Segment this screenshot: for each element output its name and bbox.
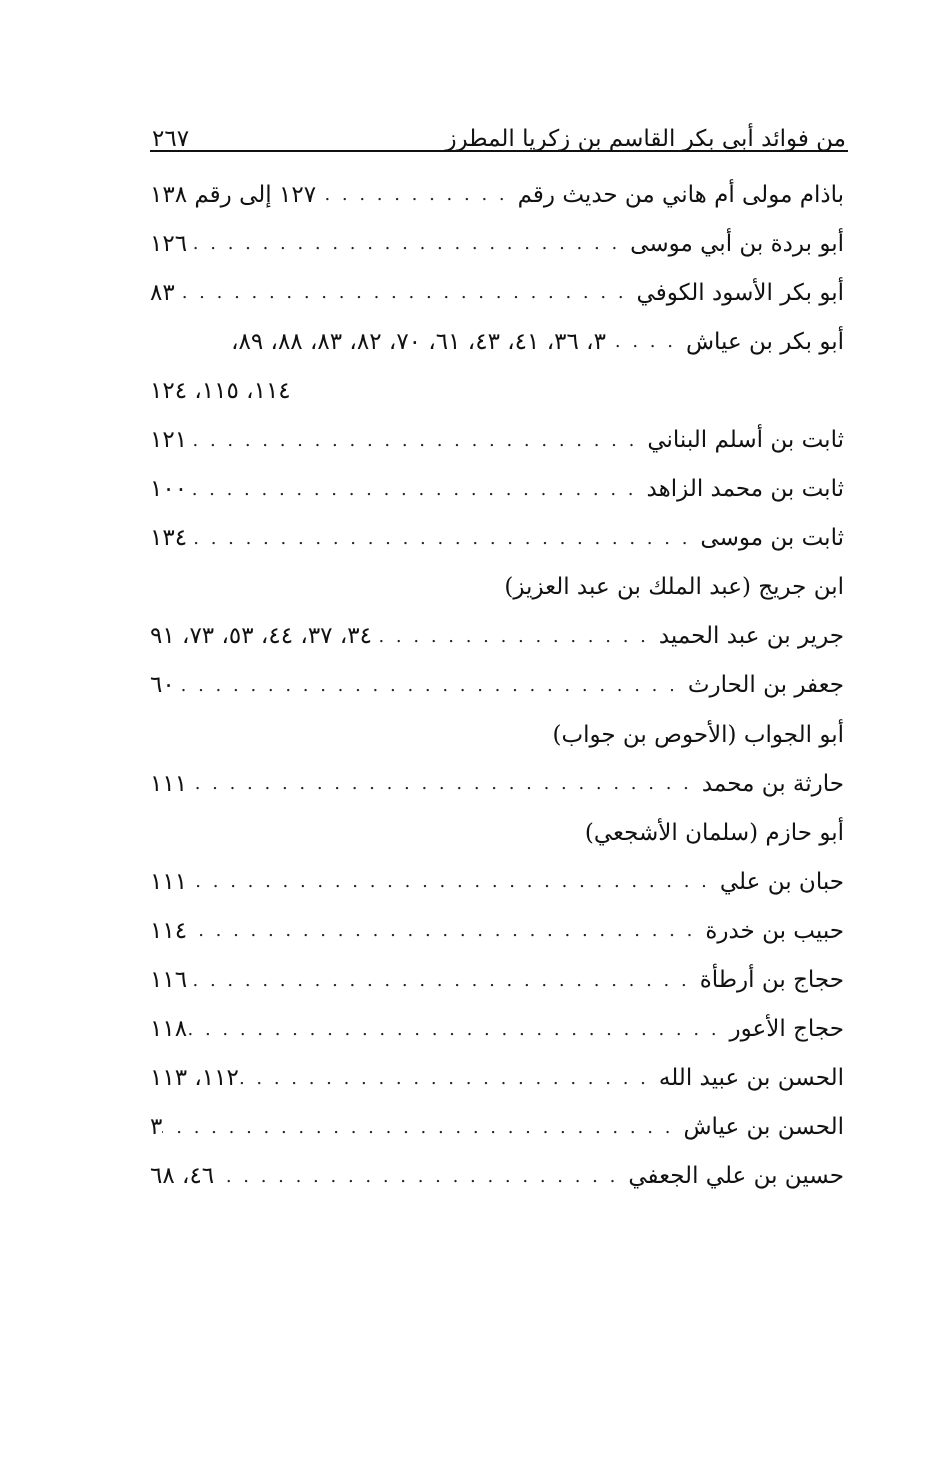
leader-dots bbox=[372, 626, 659, 647]
leader-dots bbox=[316, 184, 518, 205]
leader-dots bbox=[187, 871, 720, 892]
running-title: من فوائد أبي بكر القاسم بن زكريا المطرز bbox=[445, 126, 846, 152]
index-entry-continuation bbox=[150, 366, 844, 415]
leader-dots bbox=[187, 773, 702, 794]
index-entry bbox=[150, 514, 844, 563]
leader-dots bbox=[175, 675, 688, 696]
entry-name: أبو حازم (سلمان الأشجعي) bbox=[584, 819, 844, 846]
entry-name: جعفر بن الحارث bbox=[687, 672, 844, 699]
entry-pages: ١٢١ bbox=[150, 427, 188, 454]
entry-name: باذام مولى أم هاني من حديث رقم bbox=[517, 181, 844, 208]
entry-pages: ١٠٠ bbox=[150, 476, 188, 503]
entry-pages: ٣٤، ٣٧، ٤٤، ٥٣، ٧٣، ٩١ bbox=[150, 623, 372, 650]
page-number: ٢٦٧ bbox=[152, 126, 190, 152]
leader-dots bbox=[239, 1068, 659, 1089]
entry-name: ابن جريج (عبد الملك بن عبد العزيز) bbox=[504, 574, 844, 601]
index-entry bbox=[150, 415, 844, 464]
index-entry bbox=[150, 317, 844, 366]
entry-name: الحسن بن عياش bbox=[683, 1114, 844, 1141]
index-entry bbox=[150, 563, 844, 612]
index-entry bbox=[150, 956, 844, 1005]
entry-pages: ٨٣ bbox=[150, 279, 175, 306]
entry-name: حجاج بن أرطأة bbox=[699, 967, 844, 994]
leader-dots bbox=[175, 282, 637, 303]
entry-name: أبو الجواب (الأحوص بن جواب) bbox=[552, 721, 844, 748]
entry-name: حارثة بن محمد bbox=[701, 770, 844, 797]
leader-dots bbox=[187, 430, 647, 451]
index-entry bbox=[150, 1054, 844, 1103]
entry-name: الحسن بن عبيد الله bbox=[658, 1065, 844, 1092]
index-entry bbox=[150, 612, 844, 661]
entry-name: حبيب بن خدرة bbox=[705, 917, 844, 944]
entry-name: حبان بن علي bbox=[719, 868, 844, 895]
entry-name: حجاج الأعور bbox=[729, 1016, 844, 1043]
index-entry bbox=[150, 661, 844, 710]
index-entry bbox=[150, 808, 844, 857]
leader-dots bbox=[187, 233, 630, 254]
leader-dots bbox=[187, 1019, 729, 1040]
entry-pages: ١٢٧ إلى رقم ١٣٨ bbox=[150, 181, 317, 208]
leader-dots bbox=[187, 528, 700, 549]
leader-dots bbox=[606, 331, 686, 352]
index-entry bbox=[150, 268, 844, 317]
leader-dots bbox=[162, 1117, 683, 1138]
index-entry bbox=[150, 170, 844, 219]
entry-pages: ١١١ bbox=[150, 770, 188, 797]
leader-dots bbox=[187, 920, 705, 941]
index-list bbox=[150, 170, 844, 1201]
entry-pages: ١٣٤ bbox=[150, 525, 188, 552]
entry-pages: ١١٤، ١١٥، ١٢٤ bbox=[150, 377, 291, 404]
entry-pages: ١١٨ bbox=[150, 1016, 188, 1043]
leader-dots bbox=[187, 479, 646, 500]
header-rule bbox=[150, 150, 848, 152]
entry-name: جرير بن عبد الحميد bbox=[658, 623, 844, 650]
entry-name: أبو بكر بن عياش bbox=[685, 328, 844, 355]
leader-dots bbox=[214, 1166, 628, 1187]
entry-pages: ٤٦، ٦٨ bbox=[150, 1163, 215, 1190]
index-entry bbox=[150, 465, 844, 514]
entry-name: ثابت بن محمد الزاهد bbox=[646, 476, 844, 503]
entry-name: أبو بكر الأسود الكوفي bbox=[636, 279, 844, 306]
entry-pages: ١١٦ bbox=[150, 967, 188, 994]
entry-pages: ٦٠ bbox=[150, 672, 175, 699]
index-entry bbox=[150, 710, 844, 759]
entry-pages: ١٢٦ bbox=[150, 230, 188, 257]
index-entry bbox=[150, 1152, 844, 1201]
index-entry bbox=[150, 1005, 844, 1054]
index-entry bbox=[150, 759, 844, 808]
entry-name: ثابت بن أسلم البناني bbox=[647, 427, 844, 454]
entry-name: أبو بردة بن أبي موسى bbox=[630, 230, 844, 257]
entry-pages: ١١٢، ١١٣ bbox=[150, 1065, 239, 1092]
entry-pages: ١١١ bbox=[150, 868, 188, 895]
index-entry bbox=[150, 906, 844, 955]
leader-dots bbox=[187, 970, 700, 991]
entry-pages: ٣، ٣٦، ٤١، ٤٣، ٦١، ٧٠، ٨٢، ٨٣، ٨٨، ٨٩، bbox=[231, 328, 606, 355]
entry-pages: ١١٤ bbox=[150, 917, 188, 944]
index-entry bbox=[150, 857, 844, 906]
entry-name: حسين بن علي الجعفي bbox=[628, 1163, 844, 1190]
entry-pages: ٣ bbox=[150, 1114, 163, 1141]
entry-name: ثابت بن موسى bbox=[700, 525, 844, 552]
index-entry bbox=[150, 1103, 844, 1152]
index-entry bbox=[150, 219, 844, 268]
